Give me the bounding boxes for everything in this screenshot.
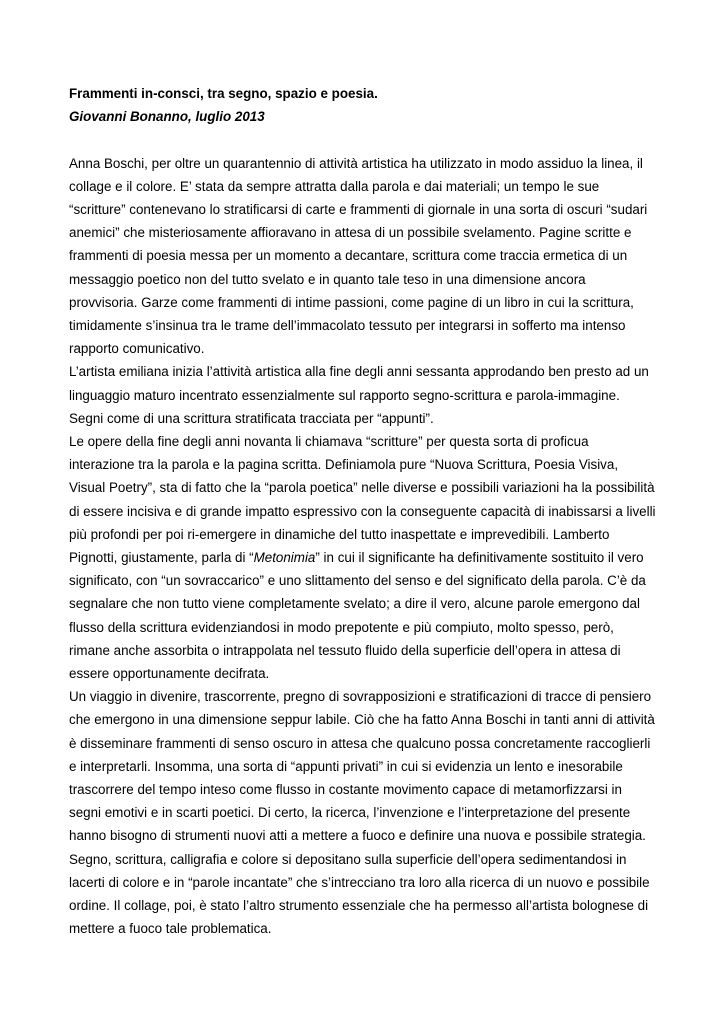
text-line: “scritture” contenevano lo stratificarsi di carte e frammenti di giornale in una sorta di oscuri “sudari [69,202,648,217]
text-line: collage e il colore. E’ stata da sempre attratta dalla parola e dai materiali; un tempo le sue [69,178,600,194]
paragraph-1 [69,152,659,361]
text-line: Visual Poetry”, sta di fatto che la “parola poetica” nelle diverse e possibili variazioni ha la possibilità [69,480,655,496]
text-line: rapporto comunicativo. [69,341,205,357]
text-line: ordine. Il collage, poi, è stato l’altro strumento essenziale che ha permesso all’artista bolognese di [69,898,649,914]
document-title: Frammenti in-consci, tra segno, spazio e poesia. [69,86,378,101]
text-line: lacerti di colore e in “parole incantate” che s’intrecciano tra loro alla ricerca di un nuovo e possibile [69,874,650,890]
text-line: provvisoria. Garze come frammenti di intime passioni, come pagine di un libro in cui la scrittura, [69,294,634,310]
text-line: timidamente s’insinua tra le trame dell’immacolato tessuto per integrarsi in sofferto ma intenso [69,318,626,334]
text-line: più profondi per poi ri-emergere in dinamiche del tutto inaspettate e imprevedibili. Lamberto [69,526,610,542]
text-line: è disseminare frammenti di senso oscuro in attesa che qualcuno possa concretamente raccoglierli [69,735,651,751]
text-line: messaggio poetico non del tutto svelato e in quanto tale teso in una dimensione ancora [69,271,586,287]
text-segment: Pignotti, giustamente, parla di “ [69,550,254,566]
paragraph-4 [69,685,659,940]
text-line: Le opere della fine degli anni novanta li chiamava “scritture” per questa sorta di proficua [69,434,589,450]
text-line: L’artista emiliana inizia l’attività artistica alla fine degli anni sessanta approdando ben presto ad un [69,364,649,380]
emphasized-term: Metonimia [253,550,316,566]
text-line: rimane anche assorbita o intrappolata nel tessuto fluido della superficie dell’opera in attesa di [69,642,621,658]
author-date-byline: Giovanni Bonanno, luglio 2013 [69,109,265,125]
text-line: significato, con “un sovraccarico” e uno slittamento del senso e del significato della parola. C’è da [69,573,646,589]
text-line: frammenti di poesia messa per un momento a decantare, scrittura come traccia ermetica di un [69,248,628,264]
text-line: Segno, scrittura, calligrafia e colore si depositano sulla superficie dell’opera sedimentandosi in [69,851,627,867]
text-line: flusso della scrittura evidenziandosi in modo prepotente e più compiuto, molto spesso, però, [69,619,614,635]
text-line: anemici” che misteriosamente affioravano in attesa di un possibile svelamento. Pagine scritte e [69,225,632,241]
text-line: linguaggio maturo incentrato essenzialmente sul rapporto segno-scrittura e parola-immagine. [69,387,620,403]
text-line: mettere a fuoco tale problematica. [69,921,272,937]
text-line-with-emphasis [69,546,659,569]
text-segment: ” in cui il significante ha definitivamente sostituito il vero [315,550,644,566]
text-line: hanno bisogno di strumenti nuovi atti a mettere a fuoco e definire una nuova e possibile strategia. [69,828,646,844]
text-line: trascorrere del tempo inteso come flusso in costante movimento capace di metamorfizzarsi in [69,782,622,798]
text-line: Un viaggio in divenire, trascorrente, pregno di sovrapposizioni e stratificazioni di tracce di pensiero [69,689,652,705]
text-line: di essere incisiva e di grande impatto espressivo con la conseguente capacità di inabissarsi a livelli [69,503,656,519]
text-line: Segni come di una scrittura stratificata tracciata per “appunti”. [69,410,434,426]
document-page [69,82,659,941]
text-line: e interpretarli. Insomma, una sorta di “appunti privati” in cui si evidenzia un lento e inesorabile [69,758,623,774]
text-line: segni emotivi e in scarti poetici. Di certo, la ricerca, l’invenzione e l’interpretazione del presente [69,805,631,821]
text-line: interazione tra la parola e la pagina scritta. Definiamola pure “Nuova Scrittura, Poesia Visiva, [69,457,619,473]
paragraph-3 [69,430,659,685]
paragraph-2 [69,360,659,430]
text-line: segnalare che non tutto viene completamente svelato; a dire il vero, alcune parole emergono dal [69,596,640,612]
text-line: essere opportunamente decifrata. [69,666,270,682]
text-line: Anna Boschi, per oltre un quarantennio di attività artistica ha utilizzato in modo assiduo la linea, il [69,155,643,171]
text-line: che emergono in una dimensione seppur labile. Ciò che ha fatto Anna Boschi in tanti anni di attività [69,712,655,728]
